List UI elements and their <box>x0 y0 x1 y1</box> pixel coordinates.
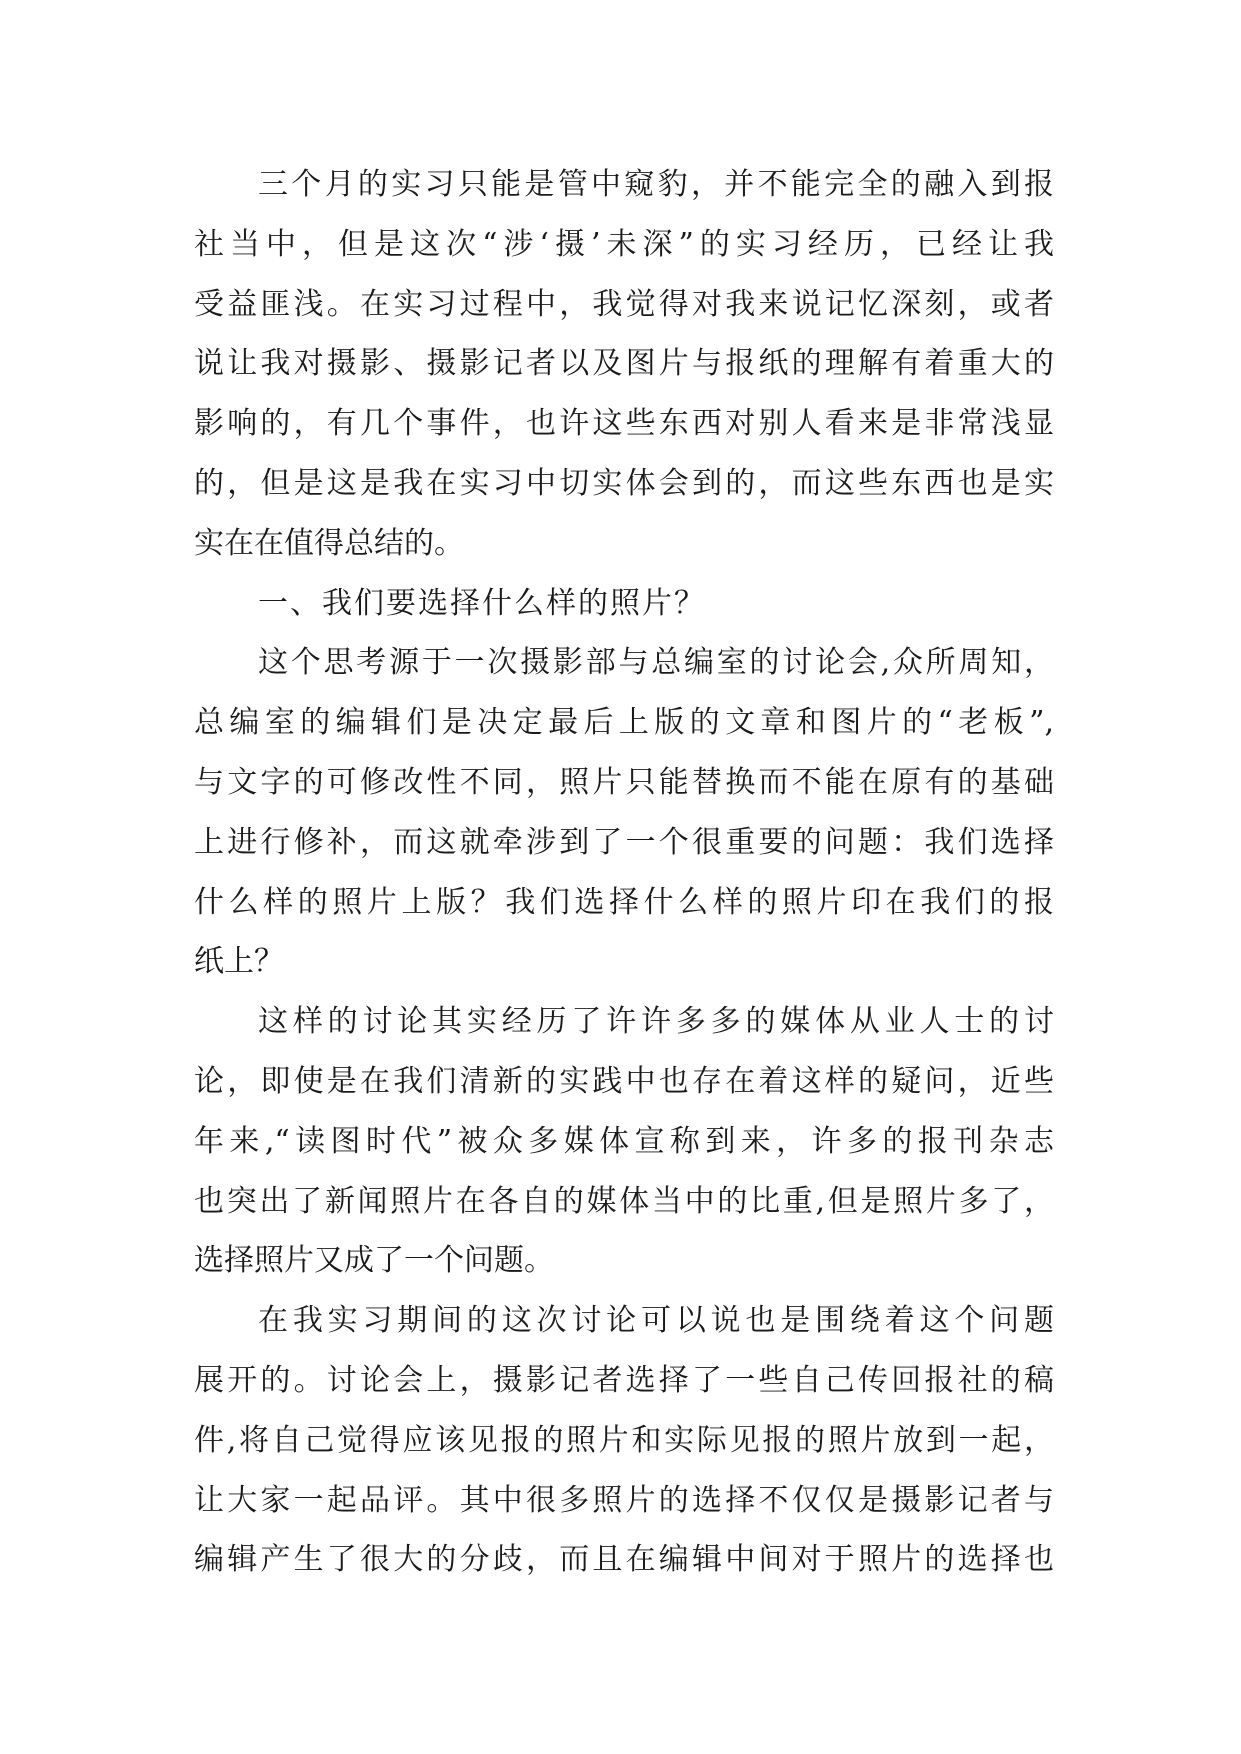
text-line: 编辑产生了很大的分歧，而且在编辑中间对于照片的选择也 <box>194 1542 1054 1578</box>
paragraph-intro <box>194 155 1054 574</box>
section-heading <box>194 574 1054 634</box>
text-line: 的，但是这是我在实习中切实体会到的，而这些东西也是实 <box>194 465 1054 501</box>
text-line: 年来,“读图时代”被众多媒体宣称到来，许多的报刊杂志 <box>194 1123 1054 1159</box>
text-line: 这样的讨论其实经历了许许多多的媒体从业人士的讨 <box>258 1004 1054 1040</box>
text-line: 社当中，但是这次“涉‘摄’未深”的实习经历，已经让我 <box>194 226 1054 262</box>
text-line: 三个月的实习只能是管中窥豹，并不能完全的融入到报 <box>258 167 1054 202</box>
paragraph-media-context <box>194 992 1054 1291</box>
paragraph-internship-discussion <box>194 1291 1054 1590</box>
text-line: 与文字的可修改性不同，照片只能替换而不能在原有的基础 <box>194 764 1054 800</box>
text-line: 上进行修补，而这就牵涉到了一个很重要的问题：我们选择 <box>194 824 1054 860</box>
text-line: 件,将自己觉得应该见报的照片和实际见报的照片放到一起， <box>194 1422 1054 1458</box>
text-line: 什么样的照片上版？我们选择什么样的照片印在我们的报 <box>194 884 1054 920</box>
text-line: 论，即使是在我们清新的实践中也存在着这样的疑问，近些 <box>194 1063 1054 1099</box>
text-line: 说让我对摄影、摄影记者以及图片与报纸的理解有着重大的 <box>194 346 1054 382</box>
text-line: 实在在值得总结的。 <box>194 525 464 561</box>
text-line: 受益匪浅。在实习过程中，我觉得对我来说记忆深刻，或者 <box>194 286 1054 322</box>
text-line: 在我实习期间的这次讨论可以说也是围绕着这个问题 <box>258 1303 1054 1339</box>
text-line: 纸上？ <box>194 944 284 980</box>
text-line: 也突出了新闻照片在各自的媒体当中的比重,但是照片多了， <box>194 1183 1054 1219</box>
text-line: 这个思考源于一次摄影部与总编室的讨论会,众所周知， <box>258 645 1054 681</box>
paragraph-discussion-origin <box>194 633 1054 992</box>
text-line: 让大家一起品评。其中很多照片的选择不仅仅是摄影记者与 <box>194 1482 1054 1518</box>
heading-text: 一、我们要选择什么样的照片？ <box>258 585 706 621</box>
document-body <box>194 155 1054 1590</box>
text-line: 选择照片又成了一个问题。 <box>194 1243 554 1279</box>
text-line: 展开的。讨论会上，摄影记者选择了一些自己传回报社的稿 <box>194 1362 1054 1398</box>
text-line: 总编室的编辑们是决定最后上版的文章和图片的“老板”, <box>194 705 1054 741</box>
text-line: 影响的，有几个事件，也许这些东西对别人看来是非常浅显 <box>194 406 1054 442</box>
